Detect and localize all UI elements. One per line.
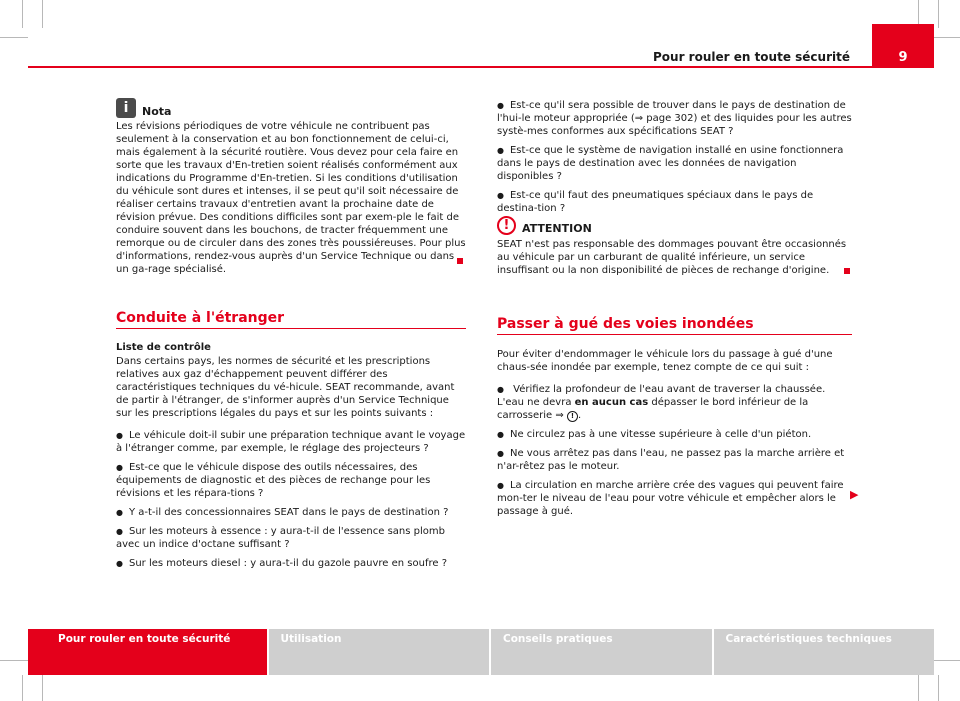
block-end-marker — [457, 258, 463, 264]
note-title: Nota — [142, 105, 172, 118]
header-rule — [28, 66, 934, 68]
tab-practical-tips[interactable]: Conseils pratiques — [491, 629, 714, 675]
block-end-marker — [844, 268, 850, 274]
warning-heading — [497, 216, 852, 235]
list-item: ● Est-ce qu'il sera possible de trouver dans le pays de destination de l'hui-le moteur appropriée (⇒ page 302) et des liquides pour les autres systè-mes conformes aux spécifications SEAT ? — [497, 99, 852, 138]
checklist-subhead: Liste de contrôle — [116, 342, 211, 353]
warning-block — [497, 216, 852, 277]
crop-mark — [918, 675, 919, 701]
abroad-body — [116, 341, 466, 570]
list-item-text: Vérifiez la profondeur de l'eau avant de traverser la chaussée. L'eau ne devra — [497, 384, 826, 408]
continue-arrow-icon: ▶ — [850, 488, 859, 501]
footer-tab-bar — [28, 629, 934, 675]
list-item: ● Y a-t-il des concessionnaires SEAT dans le pays de destination ? — [116, 506, 466, 519]
list-item: ● Est-ce qu'il faut des pneumatiques spéciaux dans le pays de destina-tion ? — [497, 189, 852, 215]
crop-mark — [22, 675, 23, 701]
crop-mark — [22, 0, 23, 28]
page-number: 9 — [898, 50, 908, 65]
list-item: ● Le véhicule doit-il subir une préparation technique avant le voyage à l'étranger comme, par exemple, le réglage des projecteurs ? — [116, 429, 466, 455]
list-item: ● Ne circulez pas à une vitesse supérieure à celle d'un piéton. — [497, 428, 852, 441]
warning-title: ATTENTION — [522, 222, 592, 235]
info-icon: i — [116, 98, 136, 118]
section-title-abroad: Conduite à l'étranger — [116, 310, 285, 326]
list-item: ● La circulation en marche arrière crée des vagues qui peuvent faire mon-ter le niveau de l'eau pour votre véhicule et empêcher alors le passage à gué. — [497, 479, 852, 518]
crop-mark — [932, 660, 960, 661]
tab-technical-specs[interactable]: Caractéristiques techniques — [714, 629, 935, 675]
crop-mark — [938, 675, 939, 701]
crop-mark — [0, 660, 28, 661]
list-item: ● Ne vous arrêtez pas dans l'eau, ne passez pas la marche arrière et n'ar-rêtez pas le moteur. — [497, 447, 852, 473]
crop-mark — [42, 0, 43, 28]
crop-mark — [42, 675, 43, 701]
section-rule — [116, 328, 466, 329]
tab-safety[interactable]: Pour rouler en toute sécurité — [28, 629, 269, 675]
tab-usage[interactable]: Utilisation — [269, 629, 492, 675]
abroad-intro: Dans certains pays, les normes de sécurité et les prescriptions relatives aux gaz d'échappement peuvent différer des caractéristiques techniques du vé-hicule. SEAT recommande, avant de partir à l'étranger, de s'informer auprès d'un Service Technique sur les prescriptions légales du pays et sur les points suivants : — [116, 356, 455, 419]
crop-mark — [938, 0, 939, 28]
flooded-body — [497, 348, 852, 518]
note-block — [116, 98, 466, 276]
page-header-title: Pour rouler en toute sécurité — [652, 50, 850, 64]
crop-mark — [0, 37, 28, 38]
flooded-intro: Pour éviter d'endommager le véhicule lors du passage à gué d'une chaus-sée inondée par exemple, tenez compte de ce qui suit : — [497, 349, 833, 373]
section-rule — [497, 334, 852, 335]
list-item: ● Vérifiez la profondeur de l'eau avant de traverser la chaussée. L'eau ne devra en aucun cas dépasser le bord inférieur de la carrosserie ⇒ ! . — [497, 383, 852, 422]
warning-ref-icon[interactable]: ! — [567, 411, 578, 422]
checklist-continued — [497, 99, 852, 215]
list-item: ● Est-ce que le système de navigation installé en usine fonctionnera dans le pays de destination avec les données de navigation disponibles ? — [497, 144, 852, 183]
note-heading — [116, 98, 466, 118]
warning-icon: ! — [497, 216, 516, 235]
crop-mark — [932, 37, 960, 38]
warning-text: SEAT n'est pas responsable des dommages pouvant être occasionnés au véhicule par un carburant de qualité inférieure, un service insuffisant ou la non disponibilité de pièces de rechange d'origine. — [497, 239, 847, 276]
note-text: Les révisions périodiques de votre véhicule ne contribuent pas seulement à la conservation et au bon fonctionnement de celui-ci, mais également à la sécurité routière. Vous devez pour cela faire en sorte que les travaux d'En-tretien soient réalisés conformément aux indications du Programme d'En-tretien. Si les conditions d'utilisation du véhicule sont dures et intenses, il se peut qu'il soit nécessaire de réaliser certains travaux d'entretien avant la prochaine date de révision prévue. Des conditions difficiles sont par exem-ple le fait de conduire souvent dans les bouchons, de tracter fréquemment une remorque ou de circuler dans des zones très poussiéreuses. Pour plus d'informations, rendez-vous auprès d'un Service Technique ou dans un ga-rage spécialisé. — [116, 121, 466, 275]
list-item: ● Est-ce que le véhicule dispose des outils nécessaires, des équipements de diagnostic et des pièces de rechange pour les révisions et les répara-tions ? — [116, 461, 466, 500]
list-item-text: dépasser le bord inférieur de la carrosserie ⇒ — [497, 397, 809, 421]
list-item: ● Sur les moteurs diesel : y aura-t-il du gazole pauvre en soufre ? — [116, 557, 466, 570]
emphasis-text: en aucun cas — [574, 397, 649, 408]
list-item: ● Sur les moteurs à essence : y aura-t-il de l'essence sans plomb avec un indice d'octane suffisant ? — [116, 525, 466, 551]
section-title-flooded-roads: Passer à gué des voies inondées — [497, 316, 754, 332]
